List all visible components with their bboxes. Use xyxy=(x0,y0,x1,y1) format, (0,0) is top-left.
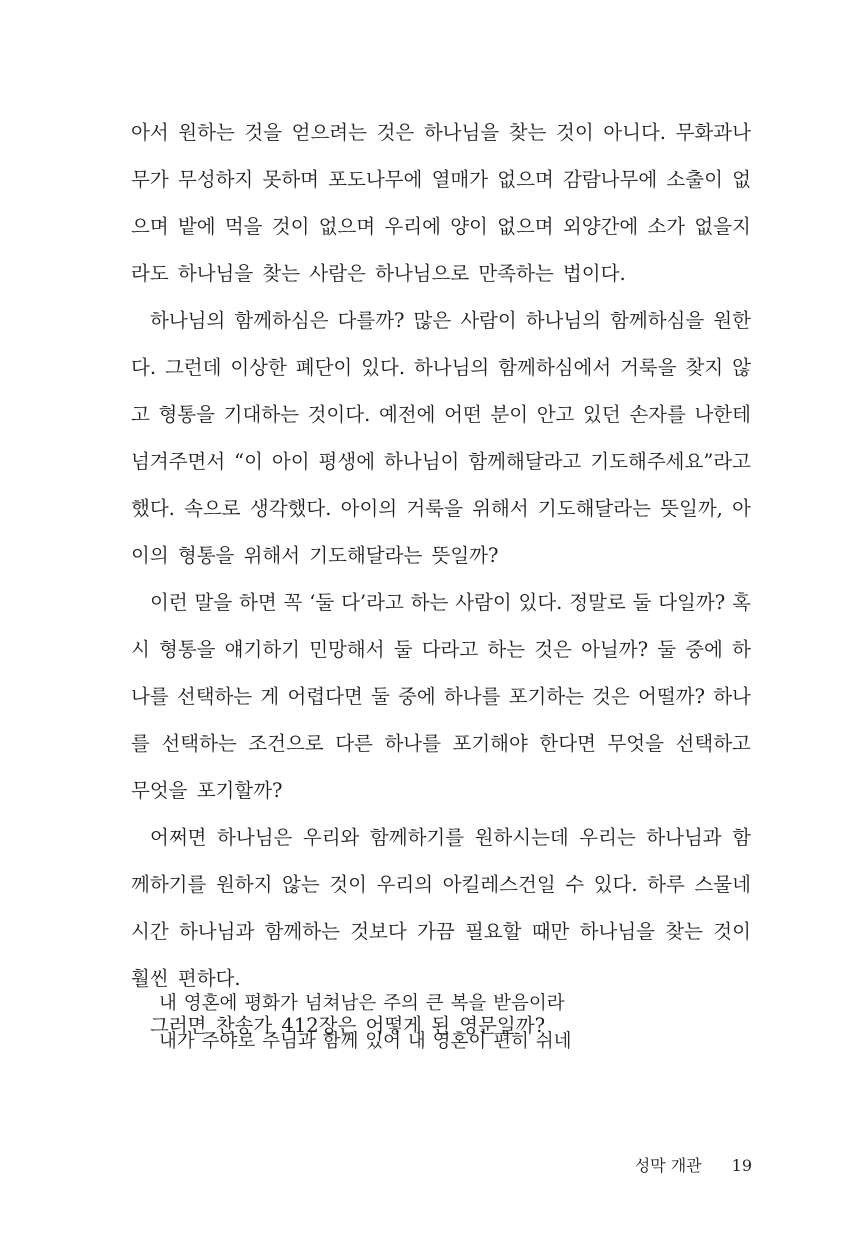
body-word: 하루 xyxy=(647,873,685,896)
body-word: 아이의 xyxy=(340,497,398,520)
body-word: 많은 xyxy=(413,309,452,332)
body-word: 얘기하기 xyxy=(224,638,301,661)
body-word: 것은 xyxy=(376,121,415,144)
body-word: 없으며 xyxy=(497,215,554,238)
body-word: 하나님이 xyxy=(384,450,460,473)
body-word: 아 xyxy=(732,497,751,520)
body-line xyxy=(131,720,751,767)
body-word: 형통을 xyxy=(158,403,215,426)
body-word: 양이 xyxy=(450,215,488,238)
body-word: 것이다. xyxy=(307,403,371,426)
body-word: 함께하심에서 xyxy=(498,356,612,379)
body-word: 것이 xyxy=(271,215,310,238)
body-line xyxy=(131,109,751,156)
body-word: 하나님의 xyxy=(150,309,226,332)
body-word: 아이 xyxy=(271,450,310,473)
body-word: 조건으로 xyxy=(248,732,324,755)
body-word: 이런 xyxy=(150,591,188,614)
body-word: 민망해서 xyxy=(309,638,385,661)
body-word: 넘겨주면서 xyxy=(131,450,226,473)
body-line xyxy=(131,861,751,908)
page-footer xyxy=(635,1151,752,1181)
body-word: 하나님을 xyxy=(579,920,656,943)
body-word: 무화과나 xyxy=(675,121,751,144)
body-word: 없으며 xyxy=(497,168,554,191)
body-word: 둘 xyxy=(657,638,677,661)
body-line xyxy=(131,297,751,344)
body-word: 원하지 xyxy=(215,873,273,896)
body-word: 얻으려는 xyxy=(291,121,367,144)
body-word: 기도해달라는 xyxy=(537,497,651,520)
body-word: 함께하기를 xyxy=(369,826,465,849)
hymn-line: 내 영혼에 평화가 넘쳐남은 주의 큰 복을 받음이라 xyxy=(159,993,565,1014)
body-word: 중에 xyxy=(685,638,723,661)
body-word: 혹 xyxy=(732,591,751,614)
body-word: 아킬레스건일 xyxy=(442,873,556,896)
body-word: 하나를 xyxy=(443,685,501,708)
body-word: 스물네 xyxy=(694,873,751,896)
body-word: 나한테 xyxy=(694,403,751,426)
body-word: 다른 xyxy=(335,732,373,755)
body-word: 뜻일까, xyxy=(660,497,723,520)
body-word: 하나님과 xyxy=(646,826,722,849)
body-word: 하는 xyxy=(410,591,449,614)
body-word: 한다면 xyxy=(539,732,596,755)
body-word: 다일까? xyxy=(658,591,726,614)
body-word: 수 xyxy=(565,873,585,896)
body-word: 않는 xyxy=(282,873,320,896)
body-word: 폐단이 xyxy=(295,356,353,379)
body-word: 있다. xyxy=(361,356,406,379)
body-word: 기대하는 xyxy=(223,403,299,426)
body-word: 고 xyxy=(131,403,150,426)
body-word: 하나님과 xyxy=(178,920,255,943)
body-word: 있다. xyxy=(518,591,563,614)
body-word: 했다. xyxy=(131,497,175,520)
body-word: 외양간에 xyxy=(562,215,639,238)
body-word: 안고 xyxy=(536,403,575,426)
body-word: 으며 xyxy=(131,215,169,238)
page-number: 19 xyxy=(731,1156,752,1175)
body-text xyxy=(131,109,751,1049)
body-word: 거룩을 xyxy=(406,497,463,520)
body-word: 함께하심을 xyxy=(610,309,705,332)
body-word: 선택하는 xyxy=(176,685,253,708)
body-word: 없으며 xyxy=(318,215,376,238)
body-word: 함께하는 xyxy=(264,920,340,943)
body-word: 우리에 xyxy=(384,215,441,238)
body-word: “이 xyxy=(234,450,263,473)
body-word: 못하며 xyxy=(262,168,319,191)
body-word: 밭에 xyxy=(177,215,216,238)
body-word: 무가 xyxy=(131,168,169,191)
body-line xyxy=(131,344,751,391)
body-word: 말을 xyxy=(194,591,233,614)
body-word: 평생에 xyxy=(318,450,376,473)
body-line: 이의 형통을 위해서 기도해달라는 뜻일까? xyxy=(131,544,499,567)
body-word: 우리의 xyxy=(376,873,434,896)
running-title: 성막 개관 xyxy=(634,1156,702,1175)
body-word: 하는 xyxy=(487,638,526,661)
body-word: 시 xyxy=(131,638,150,661)
body-word: 소출이 xyxy=(666,168,723,191)
body-word: 선택하는 xyxy=(161,732,237,755)
body-word: 사람이 xyxy=(460,309,517,332)
body-word: 아니다. xyxy=(603,121,667,144)
body-line: 라도 하나님을 찾는 사람은 하나님으로 만족하는 법이다. xyxy=(131,262,626,285)
body-word: 있다. xyxy=(593,873,638,896)
body-word: 것은 xyxy=(534,638,572,661)
body-word: ‘둘 xyxy=(309,591,335,614)
body-word: 열매가 xyxy=(431,168,489,191)
body-word: 있던 xyxy=(583,403,621,426)
body-word: 그런데 xyxy=(164,356,222,379)
body-word: 둘 xyxy=(393,638,413,661)
body-word: 둘 xyxy=(371,685,390,708)
body-word: 가끔 xyxy=(416,920,455,943)
body-word: 우리는 xyxy=(579,826,636,849)
body-word: 포도나무에 xyxy=(328,168,423,191)
body-word: 하 xyxy=(732,638,751,661)
body-word: 찾는 xyxy=(508,121,547,144)
body-line xyxy=(131,203,751,250)
body-line xyxy=(131,673,751,720)
body-word: 없을지 xyxy=(694,215,751,238)
body-word: 하나님의 xyxy=(413,356,490,379)
body-word: 시간 xyxy=(131,920,169,943)
body-word: 다라고 xyxy=(421,638,479,661)
body-line xyxy=(131,391,751,438)
body-word: 먹을 xyxy=(224,215,263,238)
body-word: 이상한 xyxy=(230,356,287,379)
body-word: 정말로 xyxy=(569,591,626,614)
body-word: 하나님은 xyxy=(217,826,293,849)
body-word: 께하기를 xyxy=(131,873,207,896)
body-word: 포기해야 xyxy=(452,732,528,755)
body-line xyxy=(131,626,751,673)
body-word: 무엇을 xyxy=(607,732,664,755)
body-word: 것이 xyxy=(329,873,367,896)
body-word: 찾지 xyxy=(685,356,724,379)
body-word: 다를까? xyxy=(337,309,405,332)
body-word: 거룩을 xyxy=(620,356,677,379)
body-line xyxy=(131,579,751,626)
body-word: 함께해달라고 xyxy=(468,450,582,473)
body-word: 것은 xyxy=(592,685,630,708)
body-word: 하나님의 xyxy=(525,309,602,332)
body-word: 위해서 xyxy=(472,497,529,520)
body-word: 무성하지 xyxy=(177,168,254,191)
body-word: 없 xyxy=(732,168,751,191)
body-word: 하나를 xyxy=(384,732,441,755)
body-word: 않 xyxy=(732,356,751,379)
body-line xyxy=(131,814,751,861)
body-word: 것이 xyxy=(556,121,594,144)
body-word: 포기하는 xyxy=(508,685,584,708)
body-word: 하면 xyxy=(239,591,277,614)
hymn-quote xyxy=(159,985,719,1061)
body-word: 둘 xyxy=(632,591,652,614)
body-word: 형통을 xyxy=(159,638,216,661)
body-line xyxy=(131,908,751,955)
body-word: 찾는 xyxy=(665,920,703,943)
body-word: 필요할 xyxy=(464,920,522,943)
body-word: 원하시는데 xyxy=(474,826,569,849)
body-word: 것이 xyxy=(713,920,751,943)
body-line xyxy=(131,438,751,485)
body-word: 어렵다면 xyxy=(287,685,363,708)
body-word: 하나 xyxy=(713,685,751,708)
body-word: 중에 xyxy=(398,685,436,708)
body-word: 어쩌면 xyxy=(150,826,207,849)
body-line: 무엇을 포기할까? xyxy=(131,779,283,802)
body-word: 예전에 xyxy=(378,403,436,426)
body-word: 어떨까? xyxy=(638,685,705,708)
body-word: 원하는 xyxy=(178,121,235,144)
body-word: 속으로 xyxy=(184,497,241,520)
body-word: 하나님을 xyxy=(423,121,500,144)
body-word: 원한 xyxy=(713,309,751,332)
body-word: 다’라고 xyxy=(341,591,404,614)
body-word: 꼭 xyxy=(283,591,303,614)
hymn-line: 내가 주야로 주님과 함께 있어 내 영혼이 편히 쉬네 xyxy=(159,1031,572,1052)
body-word: 함께하심은 xyxy=(234,309,329,332)
body-word: 것보다 xyxy=(350,920,407,943)
body-line xyxy=(131,156,751,203)
body-word: 함 xyxy=(732,826,751,849)
body-word: 아닐까? xyxy=(581,638,649,661)
body-word: 생각했다. xyxy=(249,497,332,520)
body-line xyxy=(131,485,751,532)
body-word: 우리와 xyxy=(302,826,360,849)
body-line: 훨씬 편하다. xyxy=(131,967,241,990)
body-word: 다. xyxy=(131,356,157,379)
body-word: 게 xyxy=(260,685,280,708)
body-word: 분이 xyxy=(490,403,529,426)
body-word: 선택하고 xyxy=(675,732,751,755)
body-word: 나를 xyxy=(131,685,169,708)
body-word: 소가 xyxy=(647,215,686,238)
body-word: 손자를 xyxy=(629,403,686,426)
body-word: 기도해주세요”라고 xyxy=(590,450,751,473)
body-word: 것을 xyxy=(244,121,283,144)
body-word: 사람이 xyxy=(455,591,512,614)
body-line: 그러면 찬송가 412장은 어떻게 된 영문일까? xyxy=(150,1014,546,1037)
body-word: 어떤 xyxy=(444,403,482,426)
body-word: 감람나무에 xyxy=(563,168,658,191)
body-word: 아서 xyxy=(131,121,169,144)
body-word: 를 xyxy=(131,732,150,755)
body-word: 때만 xyxy=(531,920,570,943)
